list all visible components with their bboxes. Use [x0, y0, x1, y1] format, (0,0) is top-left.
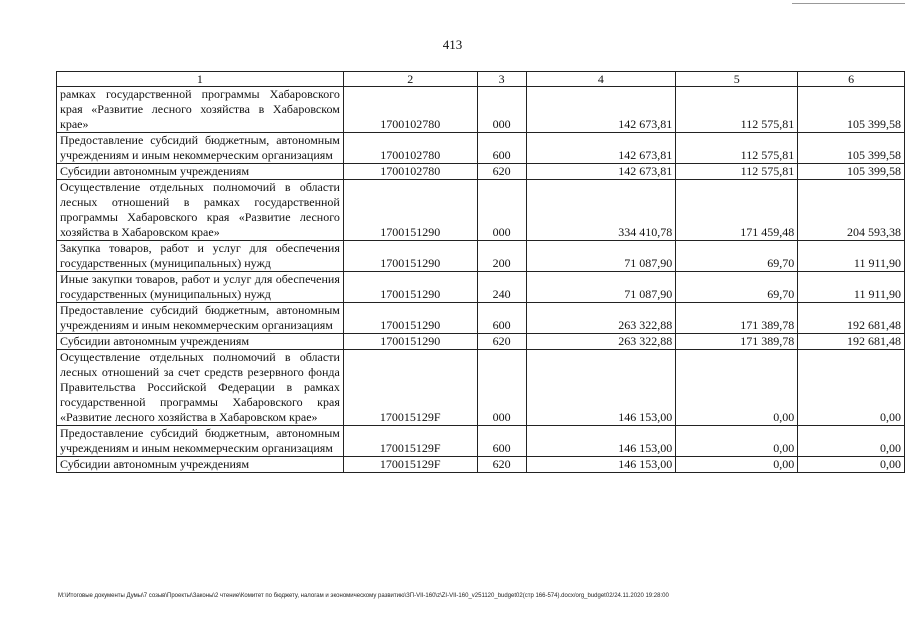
row-description: Осуществление отдельных полномочий в области лесных отношений за счет средств резервного фонда Правительства Российской Федерации в рамках государственной программы Хабаровского края «Развитие лесного хозяйства в Хабаровском крае»	[57, 350, 344, 426]
expense-type-code: 000	[477, 87, 526, 133]
amount-col-5: 0,00	[676, 457, 798, 473]
amount-col-5: 112 575,81	[676, 164, 798, 180]
table-row	[57, 350, 905, 426]
target-article-code: 1700151290	[343, 241, 477, 272]
amount-col-6: 11 911,90	[798, 272, 905, 303]
target-article-code: 170015129F	[343, 350, 477, 426]
row-description: рамках государственной программы Хабаровского края «Развитие лесного хозяйства в Хабаровском крае»	[57, 87, 344, 133]
amount-col-6: 105 399,58	[798, 133, 905, 164]
table-row	[57, 180, 905, 241]
amount-col-5: 0,00	[676, 426, 798, 457]
amount-col-5: 171 459,48	[676, 180, 798, 241]
amount-col-4: 71 087,90	[526, 272, 676, 303]
header-row	[57, 72, 905, 87]
amount-col-5: 171 389,78	[676, 334, 798, 350]
amount-col-5: 171 389,78	[676, 303, 798, 334]
row-description: Субсидии автономным учреждениям	[57, 334, 344, 350]
amount-col-4: 146 153,00	[526, 426, 676, 457]
amount-col-4: 263 322,88	[526, 303, 676, 334]
row-description: Осуществление отдельных полномочий в области лесных отношений в рамках государственной программы Хабаровского края «Развитие лесного хозяйства в Хабаровском крае»	[57, 180, 344, 241]
target-article-code: 1700151290	[343, 303, 477, 334]
target-article-code: 170015129F	[343, 426, 477, 457]
amount-col-6: 105 399,58	[798, 87, 905, 133]
row-description: Субсидии автономным учреждениям	[57, 164, 344, 180]
expense-type-code: 000	[477, 350, 526, 426]
row-description: Предоставление субсидий бюджетным, автономным учреждениям и иным некоммерческим организациям	[57, 426, 344, 457]
amount-col-4: 142 673,81	[526, 164, 676, 180]
expense-type-code: 620	[477, 457, 526, 473]
row-description: Субсидии автономным учреждениям	[57, 457, 344, 473]
table-body	[57, 72, 905, 473]
budget-table	[56, 71, 905, 473]
header-col-1: 1	[57, 72, 344, 87]
target-article-code: 1700102780	[343, 87, 477, 133]
header-col-3: 3	[477, 72, 526, 87]
amount-col-4: 71 087,90	[526, 241, 676, 272]
target-article-code: 1700151290	[343, 334, 477, 350]
amount-col-4: 142 673,81	[526, 87, 676, 133]
header-col-2: 2	[343, 72, 477, 87]
header-col-6: 6	[798, 72, 905, 87]
row-description: Закупка товаров, работ и услуг для обеспечения государственных (муниципальных) нужд	[57, 241, 344, 272]
expense-type-code: 600	[477, 426, 526, 457]
amount-col-4: 263 322,88	[526, 334, 676, 350]
amount-col-6: 192 681,48	[798, 303, 905, 334]
footer-file-path: M:\Итоговые документы Думы\7 созыв\Проекты\Законы\2 чтение\Комитет по бюджету, налогам и экономическому развитию\ЗП-VII-160\z\ZI-VII-160_v251120_budget02(стр 166-574).docx/org_budget02/24.11.2020 19:28:00	[58, 593, 669, 599]
expense-type-code: 200	[477, 241, 526, 272]
amount-col-5: 112 575,81	[676, 133, 798, 164]
table-row	[57, 334, 905, 350]
table-row	[57, 272, 905, 303]
expense-type-code: 600	[477, 133, 526, 164]
amount-col-4: 146 153,00	[526, 457, 676, 473]
amount-col-6: 0,00	[798, 426, 905, 457]
row-description: Предоставление субсидий бюджетным, автономным учреждениям и иным некоммерческим организациям	[57, 303, 344, 334]
target-article-code: 1700102780	[343, 133, 477, 164]
amount-col-6: 0,00	[798, 457, 905, 473]
table-row	[57, 133, 905, 164]
header-col-4: 4	[526, 72, 676, 87]
row-description: Предоставление субсидий бюджетным, автономным учреждениям и иным некоммерческим организациям	[57, 133, 344, 164]
table-row	[57, 303, 905, 334]
amount-col-4: 142 673,81	[526, 133, 676, 164]
expense-type-code: 600	[477, 303, 526, 334]
amount-col-4: 146 153,00	[526, 350, 676, 426]
target-article-code: 1700151290	[343, 272, 477, 303]
expense-type-code: 240	[477, 272, 526, 303]
page-number: 413	[442, 37, 463, 52]
amount-col-5: 69,70	[676, 241, 798, 272]
table-row	[57, 457, 905, 473]
header-col-5: 5	[676, 72, 798, 87]
amount-col-6: 105 399,58	[798, 164, 905, 180]
expense-type-code: 620	[477, 334, 526, 350]
amount-col-5: 69,70	[676, 272, 798, 303]
amount-col-5: 112 575,81	[676, 87, 798, 133]
table-row	[57, 87, 905, 133]
top-rule	[792, 3, 905, 4]
table-row	[57, 426, 905, 457]
amount-col-6: 192 681,48	[798, 334, 905, 350]
amount-col-4: 334 410,78	[526, 180, 676, 241]
expense-type-code: 000	[477, 180, 526, 241]
amount-col-6: 11 911,90	[798, 241, 905, 272]
target-article-code: 1700151290	[343, 180, 477, 241]
amount-col-6: 0,00	[798, 350, 905, 426]
amount-col-6: 204 593,38	[798, 180, 905, 241]
amount-col-5: 0,00	[676, 350, 798, 426]
target-article-code: 170015129F	[343, 457, 477, 473]
row-description: Иные закупки товаров, работ и услуг для обеспечения государственных (муниципальных) нужд	[57, 272, 344, 303]
table-row	[57, 241, 905, 272]
target-article-code: 1700102780	[343, 164, 477, 180]
expense-type-code: 620	[477, 164, 526, 180]
table-row	[57, 164, 905, 180]
